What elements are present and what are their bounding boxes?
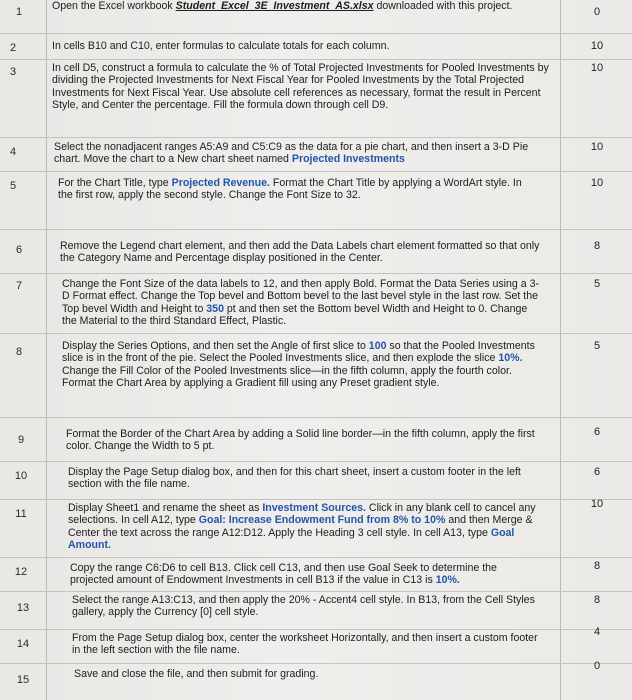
instruction-text: Select the range A13:C13, and then apply the 20% - Accent4 cell style. In B13, from the Cell Styles gallery, apply the Currency [0] cell style. xyxy=(72,594,535,619)
step-number: 4 xyxy=(9,146,17,158)
step-points: 10 xyxy=(590,40,604,52)
instruction-text: and then Merge & Center the text across the range A12:D12. Apply the Heading 3 cell style. In cell A13, type xyxy=(68,514,533,539)
step-number: 3 xyxy=(9,66,17,78)
step-number: 1 xyxy=(15,6,23,18)
instruction-text: downloaded with this project. xyxy=(373,0,513,12)
step-instruction xyxy=(68,502,552,552)
highlighted-value: 10%. xyxy=(435,574,460,587)
instruction-text: In cell D5, construct a formula to calculate the % of Total Projected Investments for Pooled Investments by dividing the Projected Investments for Next Fiscal Year for Pooled Investments by the Total Projected Investments for Next Fiscal Year. Use absolute cell references as necessary, format the result in Percent Style, and Center the percentage. Fill the formula down through cell D9. xyxy=(52,62,549,112)
step-row xyxy=(0,274,632,334)
step-points: 10 xyxy=(590,177,604,189)
step-number: 6 xyxy=(15,244,23,256)
step-instruction xyxy=(72,594,542,619)
step-points: 5 xyxy=(593,340,601,352)
file-name-link[interactable]: Student_Excel_3E_Investment_AS.xlsx xyxy=(175,0,374,12)
step-instruction xyxy=(52,0,522,12)
instruction-text: pt and then set the Bottom bevel Width and Height to 0. Change the Material to the third Standard Effect, Plastic. xyxy=(62,302,528,328)
step-row xyxy=(0,172,632,230)
step-number: 14 xyxy=(16,638,30,650)
instruction-text: Format the Chart Title by applying a WordArt style. In the first row, apply the second style. Change the Font Size to 32. xyxy=(58,177,522,202)
step-instruction xyxy=(52,40,532,52)
highlighted-value: Projected Investments xyxy=(291,153,405,166)
step-instruction xyxy=(58,177,538,202)
step-instruction xyxy=(52,62,552,112)
step-number: 2 xyxy=(9,42,17,54)
step-instruction xyxy=(62,278,544,328)
step-number: 5 xyxy=(9,180,17,192)
highlighted-value: 10%. xyxy=(498,352,523,365)
highlighted-value: Goal: Increase Endowment Fund from 8% to 10% xyxy=(198,514,446,527)
instruction-text: Save and close the file, and then submit for grading. xyxy=(74,668,319,680)
instruction-text: For the Chart Title, type xyxy=(58,177,172,189)
highlighted-value: Projected Revenue. xyxy=(171,177,270,189)
step-number: 13 xyxy=(16,602,30,614)
instruction-text: Copy the range C6:D6 to cell B13. Click cell C13, and then use Goal Seek to determine the projected amount of Endowment Investments in cell B13 if the value in C13 is xyxy=(70,562,497,587)
step-number: 9 xyxy=(17,434,25,446)
step-row xyxy=(0,626,632,664)
step-number: 12 xyxy=(14,566,28,578)
instruction-text: Select the nonadjacent ranges A5:A9 and C5:C9 as the data for a pie chart, and then insert a 3-D Pie chart. Move the chart to a New chart sheet named xyxy=(54,141,529,166)
step-number: 15 xyxy=(16,674,30,686)
instruction-text: Display Sheet1 and rename the sheet as xyxy=(68,502,263,514)
step-points: 5 xyxy=(593,278,601,290)
instruction-text: Display the Series Options, and then set the Angle of first slice to xyxy=(62,340,369,352)
step-row xyxy=(0,334,632,418)
step-points: 8 xyxy=(593,240,601,252)
step-row xyxy=(0,558,632,592)
step-points: 10 xyxy=(590,141,604,153)
step-points: 6 xyxy=(593,466,601,478)
instruction-text: In cells B10 and C10, enter formulas to calculate totals for each column. xyxy=(52,40,390,52)
instruction-text: Change the Fill Color of the Pooled Investments slice—in the fifth column, apply the fourth color. Format the Chart Area by applying a Gradient fill using any Preset gradient style. xyxy=(62,364,512,390)
step-points: 4 xyxy=(593,626,601,638)
step-number: 8 xyxy=(15,346,23,358)
step-number: 7 xyxy=(15,280,23,292)
step-row xyxy=(0,0,632,34)
step-points: 10 xyxy=(590,498,604,510)
step-number: 10 xyxy=(14,470,28,482)
instruction-text: Open the Excel workbook xyxy=(52,0,176,12)
instruction-text: Format the Border of the Chart Area by adding a Solid line border—in the fifth column, apply the first color. Change the Width to 5 pt. xyxy=(66,428,535,453)
step-row xyxy=(0,660,632,700)
step-row xyxy=(0,60,632,138)
instruction-text: Remove the Legend chart element, and then add the Data Labels chart element formatted so that only the Category Name and Percentage display positioned in the Center. xyxy=(60,240,540,265)
step-row xyxy=(0,138,632,172)
instruction-text: Change the Font Size of the data labels to 12, and then apply Bold. Format the Data Series using a 3-D Format effect. Change the Top bevel and Bottom bevel to the last bevel style in the last row. Set the Top bevel Width and Height to xyxy=(62,278,540,315)
step-instruction xyxy=(60,240,546,265)
step-points: 10 xyxy=(590,62,604,74)
highlighted-value: Investment Sources. xyxy=(262,502,366,514)
step-instruction xyxy=(74,668,544,680)
step-row xyxy=(0,34,632,60)
step-instruction xyxy=(70,562,540,587)
instruction-text: Click in any blank cell to cancel any selections. In cell A12, type xyxy=(68,502,536,527)
step-number: 11 xyxy=(15,508,27,520)
step-row xyxy=(0,500,632,558)
step-points: 0 xyxy=(593,660,601,672)
step-points: 6 xyxy=(593,426,601,438)
step-instruction xyxy=(72,632,542,657)
step-points: 8 xyxy=(593,560,601,572)
step-instruction xyxy=(68,466,546,491)
step-row xyxy=(0,462,632,500)
step-row xyxy=(0,418,632,462)
step-row xyxy=(0,230,632,274)
instruction-text: Display the Page Setup dialog box, and then for this chart sheet, insert a custom footer in the left section with the file name. xyxy=(68,466,521,491)
step-points: 0 xyxy=(593,6,601,18)
step-row xyxy=(0,592,632,630)
step-points: 8 xyxy=(593,594,601,606)
instruction-text: so that the Pooled Investments slice is in the front of the pie. Select the Pooled Investments slice, and then explode the slice xyxy=(62,340,535,365)
highlighted-value: 350 xyxy=(206,302,224,315)
step-instruction xyxy=(54,141,544,166)
step-instruction xyxy=(62,340,542,390)
step-instruction xyxy=(66,428,546,453)
highlighted-value: Goal Amount. xyxy=(68,526,515,552)
instruction-text: From the Page Setup dialog box, center the worksheet Horizontally, and then insert a custom footer in the left section with the file name. xyxy=(72,632,538,657)
highlighted-value: 100 xyxy=(368,340,387,352)
